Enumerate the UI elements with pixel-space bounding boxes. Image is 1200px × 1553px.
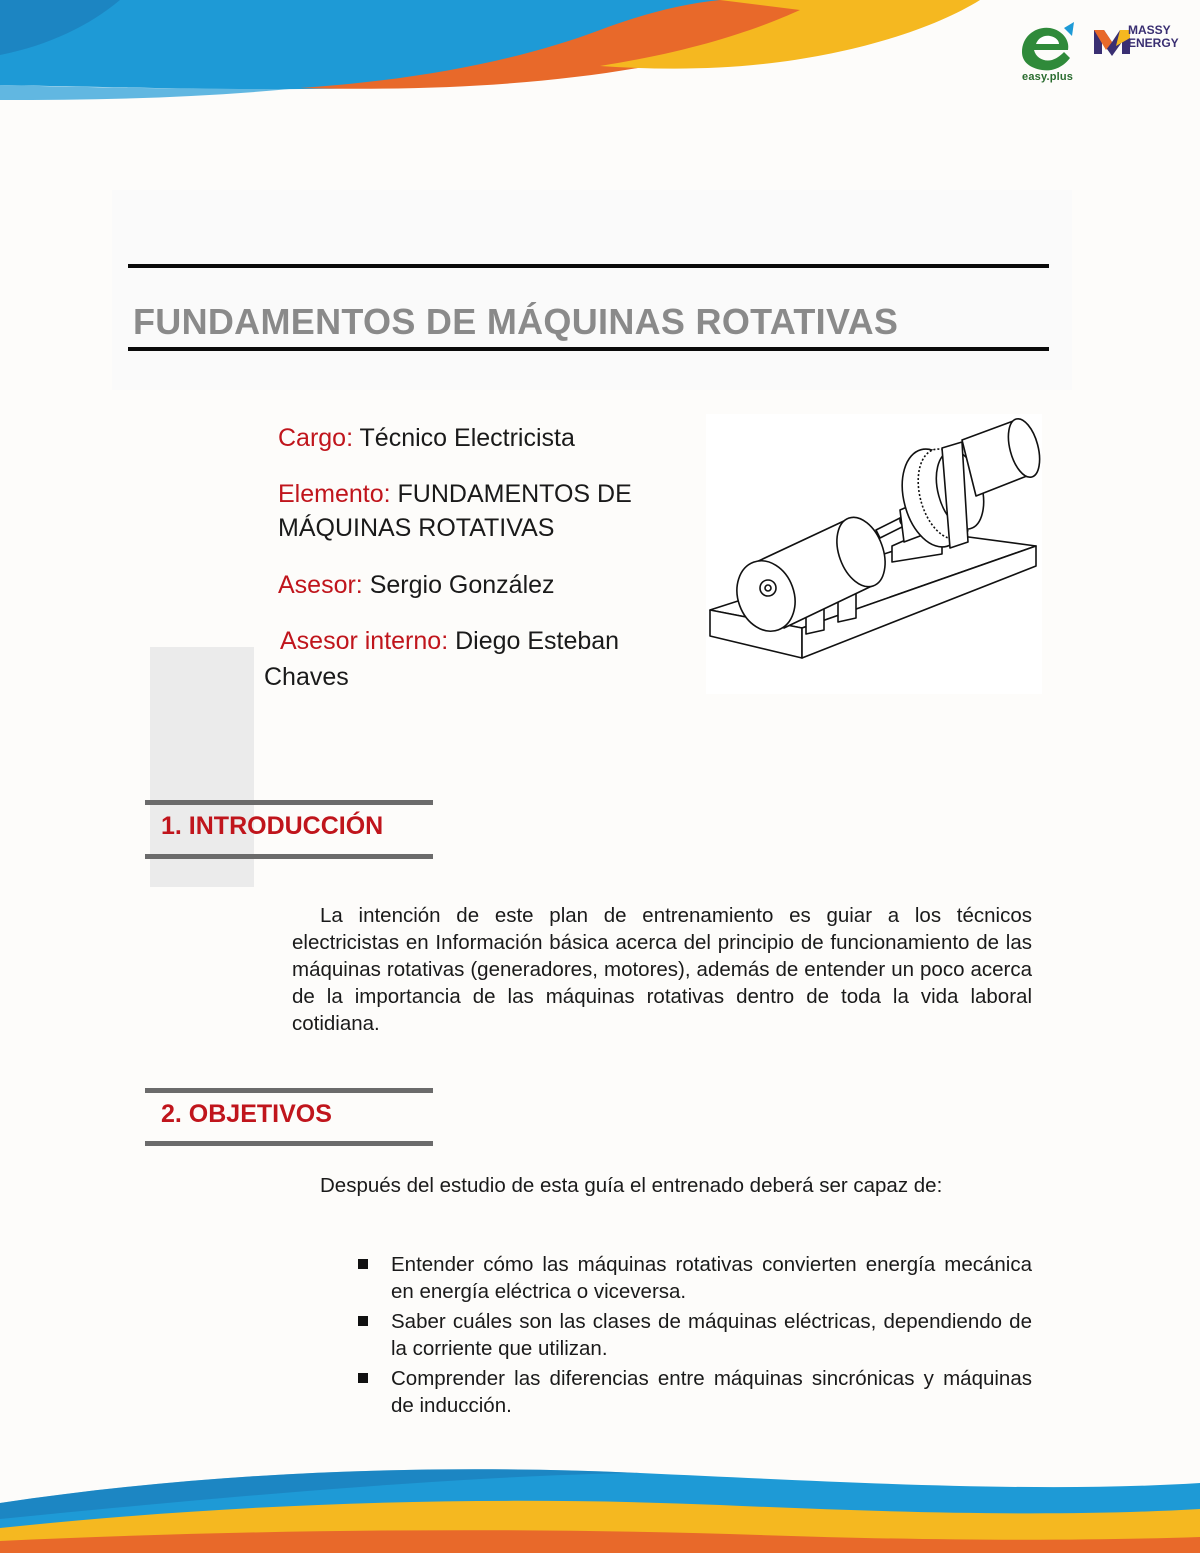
cargo-line	[278, 420, 575, 456]
cargo-label: Cargo:	[278, 424, 354, 452]
title-panel	[112, 190, 1072, 390]
elemento-line	[278, 476, 632, 512]
energy-logo-word: ENERGY	[1128, 36, 1179, 50]
objectives-list	[358, 1251, 1032, 1422]
cargo-value: Técnico Electricista	[353, 424, 575, 452]
objectives-heading: 2. OBJETIVOS	[161, 1100, 332, 1128]
massy-energy-logo	[1092, 24, 1132, 60]
side-shade-block	[150, 647, 254, 887]
asesor-line	[278, 567, 555, 603]
list-item	[358, 1251, 1032, 1305]
bullet-square-icon	[358, 1259, 368, 1269]
intro-heading: 1. INTRODUCCIÓN	[161, 812, 384, 840]
title-top-rule	[128, 264, 1049, 268]
objective-text: Saber cuáles son las clases de máquinas eléctricas, dependiendo de la corriente que utilizan.	[391, 1310, 1032, 1360]
intro-top-rule	[145, 800, 433, 805]
elemento-line-2: MÁQUINAS ROTATIVAS	[278, 514, 555, 542]
list-item	[358, 1308, 1032, 1362]
objective-text: Entender cómo las máquinas rotativas convierten energía mecánica en energía eléctrica o viceversa.	[391, 1253, 1032, 1303]
bullet-square-icon	[358, 1316, 368, 1326]
intro-paragraph: La intención de este plan de entrenamiento es guiar a los técnicos electricistas en Información básica acerca del principio de funcionamiento de las máquinas rotativas (generadores, motores), además de entender un poco acerca de la importancia de las máquinas rotativas dentro de toda la vida laboral cotidiana.	[292, 904, 1032, 1035]
objective-text: Comprender las diferencias entre máquinas sincrónicas y máquinas de inducción.	[391, 1367, 1032, 1417]
easyplus-logo-text: easy.plus	[1022, 71, 1074, 83]
objectives-bottom-rule	[145, 1141, 433, 1146]
bullet-square-icon	[358, 1373, 368, 1383]
document-title: FUNDAMENTOS DE MÁQUINAS ROTATIVAS	[133, 301, 899, 342]
elemento-value: FUNDAMENTOS DE	[390, 480, 632, 508]
title-bottom-rule	[128, 347, 1049, 351]
asesor-interno-value: Diego Esteban	[448, 627, 620, 655]
rotating-machine-illustration	[706, 414, 1042, 694]
footer-wave-band	[0, 1433, 1200, 1553]
asesor-value: Sergio González	[362, 571, 555, 599]
objectives-top-rule	[145, 1088, 433, 1093]
motor-generator-drawing	[706, 414, 1042, 694]
asesor-interno-label: Asesor interno:	[280, 627, 449, 655]
massy-energy-logo-text	[1128, 24, 1179, 50]
massy-logo-word: MASSY	[1128, 23, 1171, 37]
intro-bottom-rule	[145, 854, 433, 859]
asesor-label: Asesor:	[278, 571, 363, 599]
objectives-intro: Después del estudio de esta guía el entrenado deberá ser capaz de:	[320, 1174, 943, 1197]
asesor-interno-line	[280, 623, 619, 659]
elemento-label: Elemento:	[278, 480, 391, 508]
asesor-interno-line-2: Chaves	[264, 663, 349, 691]
list-item	[358, 1365, 1032, 1419]
